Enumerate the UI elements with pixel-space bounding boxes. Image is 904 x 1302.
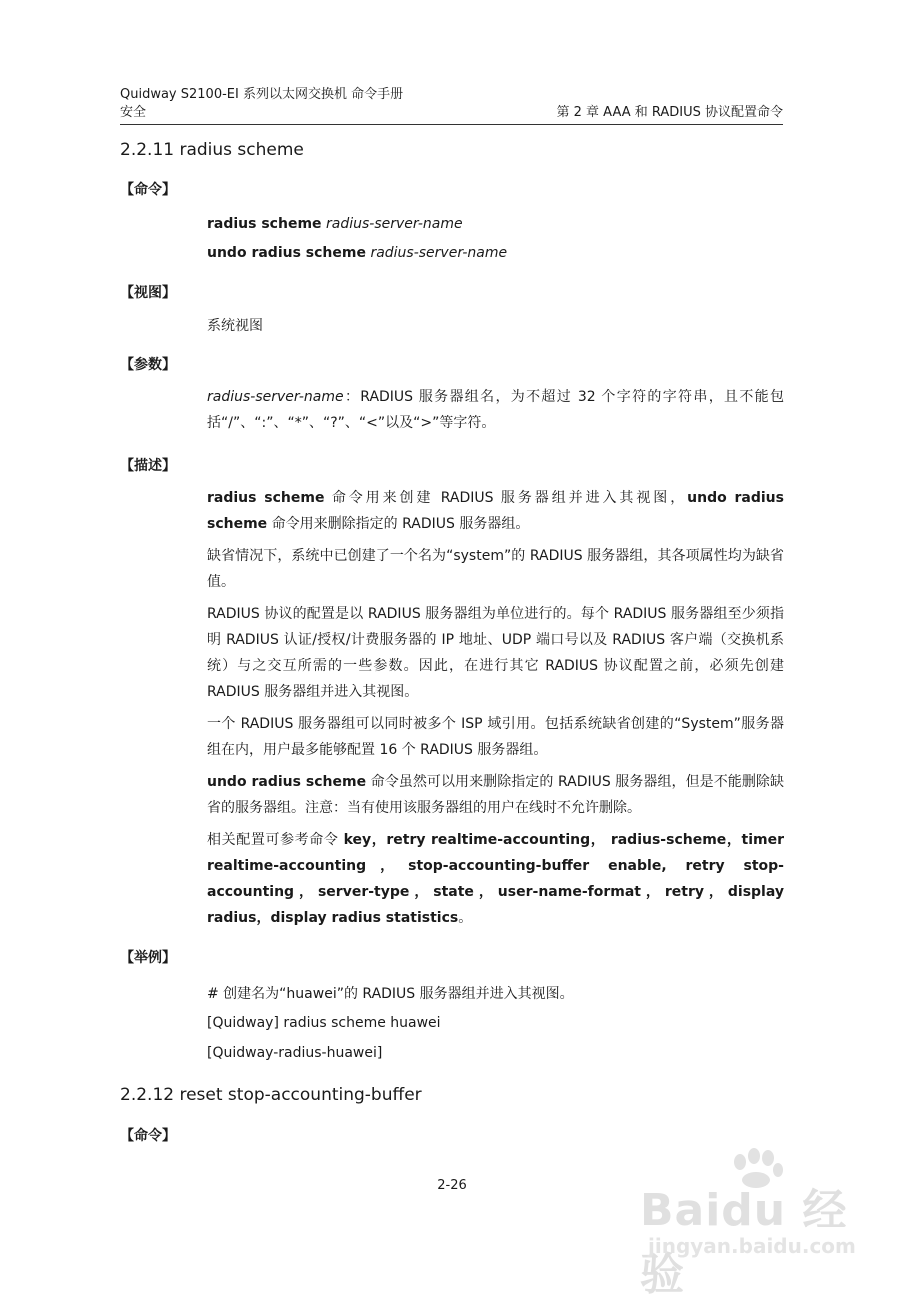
section-title: 2.2.11 radius scheme bbox=[120, 140, 304, 160]
example-line-2: [Quidway-radius-huawei] bbox=[207, 1045, 383, 1061]
command-line bbox=[207, 214, 463, 234]
related-commands: key，retry realtime-accounting， radius-scheme，timer realtime-accounting，stop-accounting-buffer enable, retry stop-accounting，server-type，state，user-name-format，retry，display radius，display radius statistics bbox=[207, 832, 784, 926]
undo-command-line bbox=[207, 243, 507, 263]
undo-command-keyword: undo radius scheme bbox=[207, 245, 366, 261]
example-line-1: [Quidway] radius scheme huawei bbox=[207, 1015, 441, 1031]
command-label: 【命令】 bbox=[120, 182, 176, 198]
desc-keyword-2: undo radius scheme bbox=[207, 490, 784, 532]
chapter-title: 第 2 章 AAA 和 RADIUS 协议配置命令 bbox=[556, 105, 783, 120]
related-commands-lead: 相关配置可参考命令 bbox=[207, 832, 344, 848]
volume-title: 安全 bbox=[120, 105, 147, 120]
baidu-watermark bbox=[640, 1148, 870, 1300]
desc-text-5: 命令虽然可以用来删除指定的 RADIUS 服务器组，但是不能删除缺省的服务器组。注意：当有使用该服务器组的用户在线时不允许删除。 bbox=[207, 774, 784, 816]
page-number: 2-26 bbox=[437, 1178, 467, 1193]
desc-text-1: 命令用来创建 RADIUS 服务器组并进入其视图， bbox=[324, 490, 688, 506]
description-label: 【描述】 bbox=[120, 458, 176, 474]
undo-command-argument: radius-server-name bbox=[370, 245, 508, 261]
example-comment: # 创建名为“huawei”的 RADIUS 服务器组并进入其视图。 bbox=[207, 986, 574, 1002]
desc-keyword-5: undo radius scheme bbox=[207, 774, 367, 790]
desc-text-2: 命令用来删除指定的 RADIUS 服务器组。 bbox=[267, 516, 530, 532]
description-paragraph-1 bbox=[207, 485, 784, 537]
description-paragraph-4: 一个 RADIUS 服务器组可以同时被多个 ISP 域引用。包括系统缺省创建的“System”服务器组在内，用户最多能够配置 16 个 RADIUS 服务器组。 bbox=[207, 716, 784, 758]
command-argument: radius-server-name bbox=[325, 216, 463, 232]
watermark-logo: Baidu 经验 bbox=[640, 1185, 848, 1300]
desc-keyword-1: radius scheme bbox=[207, 490, 325, 506]
parameter-text: ：RADIUS 服务器组名，为不超过 32 个字符的字符串，且不能包括“/”、“:”、“*”、“?”、“<”以及“>”等字符。 bbox=[207, 389, 784, 431]
description-paragraph-2: 缺省情况下，系统中已创建了一个名为“system”的 RADIUS 服务器组，其各项属性均为缺省值。 bbox=[207, 548, 784, 590]
description-paragraph-6 bbox=[207, 827, 784, 931]
description-paragraph-5 bbox=[207, 769, 784, 821]
section-title-2: 2.2.12 reset stop-accounting-buffer bbox=[120, 1085, 422, 1105]
command-keyword: radius scheme bbox=[207, 216, 322, 232]
parameter-label: 【参数】 bbox=[120, 357, 176, 373]
view-text: 系统视图 bbox=[207, 318, 263, 334]
command-label-2: 【命令】 bbox=[120, 1128, 176, 1144]
view-label: 【视图】 bbox=[120, 285, 176, 301]
parameter-description bbox=[207, 384, 784, 436]
description-paragraph-3: RADIUS 协议的配置是以 RADIUS 服务器组为单位进行的。每个 RADIUS 服务器组至少须指明 RADIUS 认证/授权/计费服务器的 IP 地址、UDP 端口号以及 RADIUS 客户端（交换机系统）与之交互所需的一些参数。因此，在进行其它 RADIUS 协议配置之前，必须先创建 RADIUS 服务器组并进入其视图。 bbox=[207, 606, 784, 700]
watermark-url: jingyan.baidu.com bbox=[648, 1234, 856, 1258]
parameter-name: radius-server-name bbox=[207, 389, 344, 405]
header-left bbox=[120, 86, 403, 122]
example-label: 【举例】 bbox=[120, 950, 176, 966]
product-title: Quidway S2100-EI 系列以太网交换机 命令手册 bbox=[120, 87, 404, 102]
header-divider bbox=[120, 124, 783, 125]
related-commands-end: 。 bbox=[458, 910, 473, 926]
